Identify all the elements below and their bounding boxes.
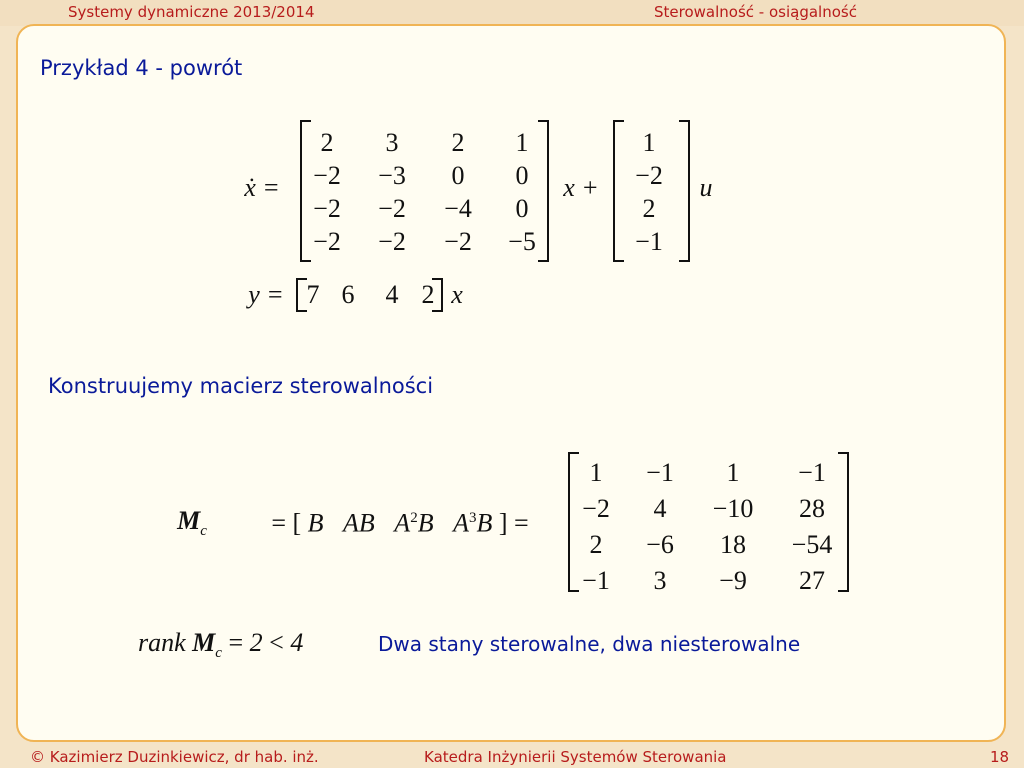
matrix-a-cell: −2: [378, 227, 406, 256]
matrix-a-cell: −4: [444, 194, 472, 223]
matrix-b-cell: 1: [642, 128, 656, 157]
rank-formula: rank $M_c = 2 < 4$: [138, 628, 304, 662]
matrix-a-cell: −3: [378, 161, 406, 190]
matrix-mc-cell: −6: [646, 530, 674, 559]
matrix-mc-cell: 27: [799, 566, 825, 595]
matrix-a-cell: 2: [451, 128, 465, 157]
matrix-c-cell: 2: [421, 280, 435, 309]
matrix-a-cell: 0: [515, 161, 529, 190]
matrix-mc-cell: −9: [719, 566, 747, 595]
matrix-mc-cell: −54: [791, 530, 833, 559]
course-title: Systemy dynamiczne 2013/2014: [68, 3, 315, 21]
matrix-a-cell: 1: [515, 128, 529, 157]
matrix-c-cell: 7: [306, 280, 320, 309]
matrix-a-cell: 0: [515, 194, 529, 223]
slide-title: Przykład 4 - powrót: [40, 56, 243, 80]
matrix-mc-cell: −1: [646, 458, 674, 487]
matrix-a-cell: −5: [508, 227, 536, 256]
footer-author: © Kazimierz Duzinkiewicz, dr hab. inż.: [30, 748, 319, 766]
matrix-a-cell: −2: [313, 227, 341, 256]
matrix-a-cell: −2: [313, 194, 341, 223]
y-lhs: y =: [248, 280, 284, 309]
matrix-a-cell: −2: [444, 227, 472, 256]
u-symbol: u: [699, 173, 713, 202]
section-subtitle: Konstruujemy macierz sterowalności: [48, 374, 434, 398]
matrix-b-cell: 2: [642, 194, 656, 223]
matrix-mc-left-bracket: [568, 452, 579, 592]
matrix-mc-cell: 4: [653, 494, 667, 523]
x-plus: x +: [563, 173, 599, 202]
matrix-c-cell: 4: [385, 280, 399, 309]
page-number: 18: [990, 748, 1010, 766]
matrix-a-cell: 3: [385, 128, 399, 157]
matrix-a-cell: 0: [451, 161, 465, 190]
matrix-a-cell: −2: [313, 161, 341, 190]
x-symbol: x: [451, 280, 463, 309]
footer-department: Katedra Inżynierii Systemów Sterowania: [424, 748, 727, 766]
matrix-mc-cell: 28: [799, 494, 825, 523]
matrix-mc-cell: 3: [653, 566, 667, 595]
matrix-mc-cell: 2: [589, 530, 603, 559]
mc-definition: = [ B AB $A^2B$ $A^3B$ ] =: [271, 508, 529, 538]
matrix-a-cell: 2: [320, 128, 334, 157]
xdot-lhs: ẋ =: [244, 173, 280, 202]
matrix-mc-cell: 1: [589, 458, 603, 487]
section-title: Sterowalność - osiągalność: [654, 3, 857, 21]
matrix-mc-cell: −1: [798, 458, 826, 487]
matrix-mc-cell: −2: [582, 494, 610, 523]
mc-symbol: $M_c$: [177, 506, 207, 540]
matrix-c-cell: 6: [341, 280, 355, 309]
matrix-mc-cell: −1: [582, 566, 610, 595]
matrix-mc-cell: −10: [712, 494, 754, 523]
slide-footer: [0, 744, 1024, 768]
matrix-a-cell: −2: [378, 194, 406, 223]
matrix-b-cell: −1: [635, 227, 663, 256]
matrix-mc-cell: 1: [726, 458, 740, 487]
matrix-mc-cell: 18: [720, 530, 746, 559]
rank-conclusion: Dwa stany sterowalne, dwa niesterowalne: [378, 632, 801, 656]
matrix-b-cell: −2: [635, 161, 663, 190]
matrix-mc-right-bracket: [838, 452, 849, 592]
